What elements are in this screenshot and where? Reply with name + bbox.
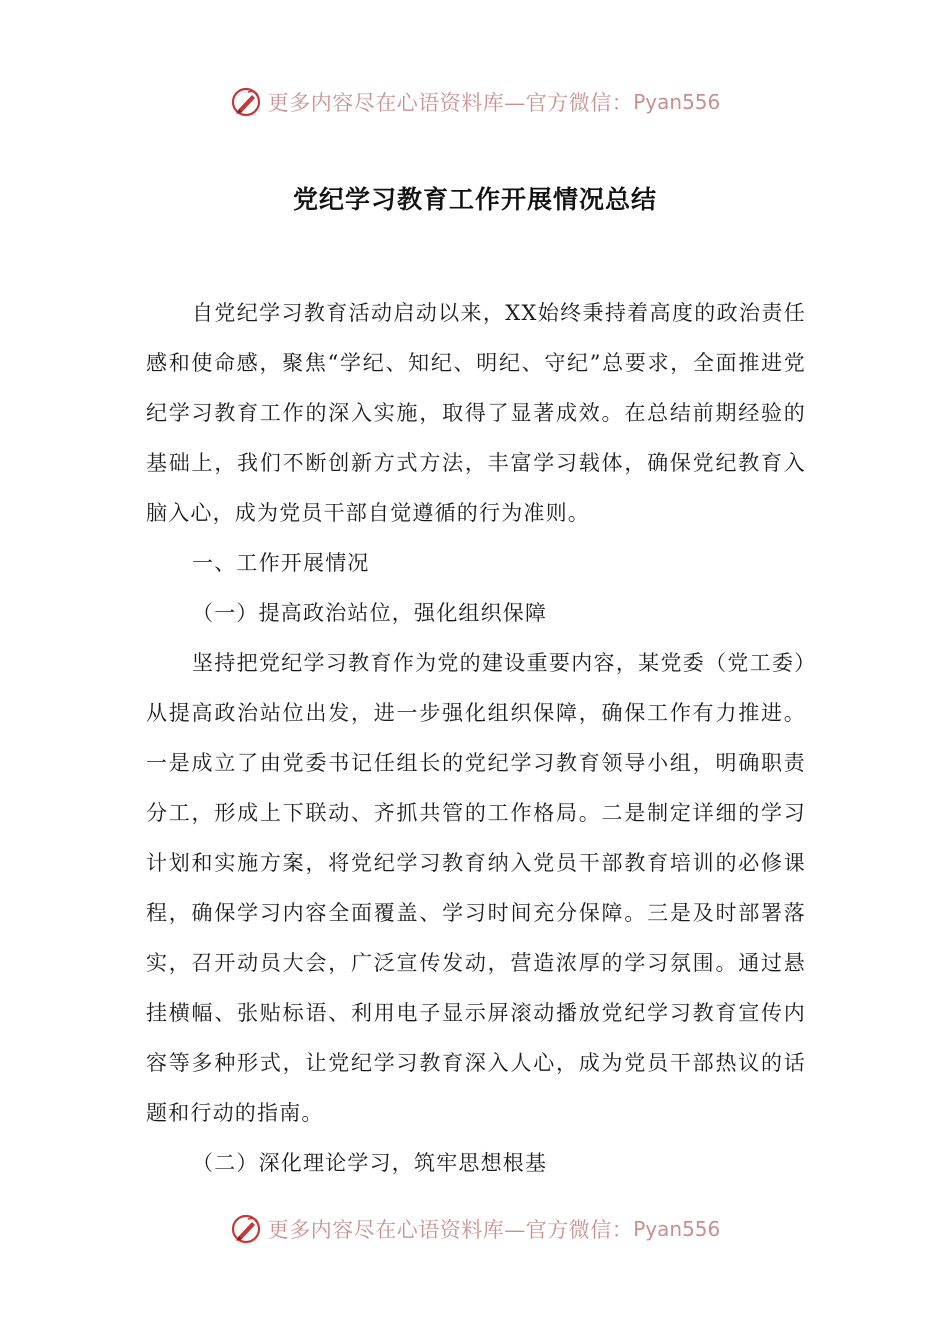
subsection-heading-2: （二）深化理论学习，筑牢思想根基 bbox=[192, 1151, 548, 1175]
body-paragraph: 坚持把党纪学习教育作为党的建设重要内容，某党委（党工委）从提高政治站位出发，进一步强化组织保障，确保工作有力推进。一是成立了由党委书记任组长的党纪学习教育领导小组，明确职责分工，形成上下联动、齐抓共管的工作格局。二是制定详细的学习计划和实施方案，将党纪学习教育纳入党员干部教育培训的必修课程，确保学习内容全面覆盖、学习时间充分保障。三是及时部署落实，召开动员大会，广泛宣传发动，营造浓厚的学习氛围。通过悬挂横幅、张贴标语、利用电子显示屏滚动播放党纪学习教育宣传内容等多种形式，让党纪学习教育深入人心，成为党员干部热议的话题和行动的指南。 bbox=[146, 651, 806, 1125]
section-heading-1: 一、工作开展情况 bbox=[192, 551, 370, 575]
intro-paragraph: 自党纪学习教育活动启动以来，XX始终秉持着高度的政治责任感和使命感，聚焦“学纪、知纪、明纪、守纪”总要求，全面推进党纪学习教育工作的深入实施，取得了显著成效。在总结前期经验的基础上，我们不断创新方式方法，丰富学习载体，确保党纪教育入脑入心，成为党员干部自觉遵循的行为准则。 bbox=[146, 301, 806, 525]
pen-circle-logo-icon bbox=[230, 86, 262, 118]
watermark-banner-top bbox=[0, 82, 950, 122]
subsection-heading-1: （一）提高政治站位，强化组织保障 bbox=[192, 601, 548, 625]
watermark-text: 更多内容尽在心语资料库—官方微信： bbox=[267, 1218, 634, 1242]
watermark-text: 更多内容尽在心语资料库—官方微信： bbox=[267, 91, 634, 115]
document-title: 党纪学习教育工作开展情况总结 bbox=[292, 185, 657, 214]
watermark-banner-bottom bbox=[0, 1209, 950, 1249]
watermark-wechat-id: Pyan556 bbox=[633, 90, 721, 114]
pen-circle-logo-icon bbox=[230, 1213, 262, 1245]
document-body bbox=[146, 288, 806, 1188]
watermark-wechat-id: Pyan556 bbox=[633, 1217, 721, 1241]
